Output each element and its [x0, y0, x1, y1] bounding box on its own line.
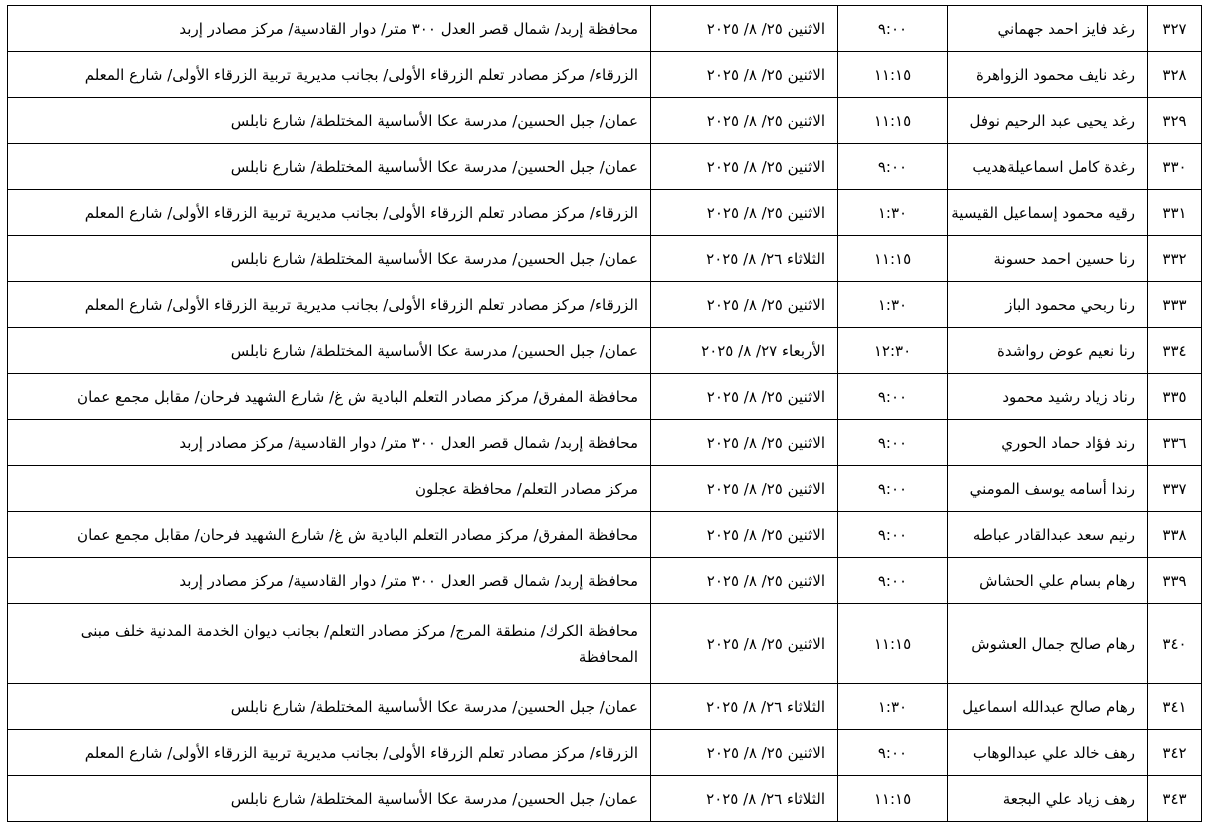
exam-time-cell: ١٢:٣٠ — [838, 328, 948, 374]
exam-date-cell: الاثنين ٢٥/ ٨/ ٢٠٢٥ — [651, 420, 838, 466]
schedule-table-body — [8, 6, 1202, 822]
exam-date-cell: الاثنين ٢٥/ ٨/ ٢٠٢٥ — [651, 144, 838, 190]
exam-time-cell: ١١:١٥ — [838, 776, 948, 822]
exam-time-cell: ٩:٠٠ — [838, 558, 948, 604]
row-number-cell: ٣٤٢ — [1148, 730, 1202, 776]
exam-time-cell: ٩:٠٠ — [838, 374, 948, 420]
exam-location-cell: محافظة إربد/ شمال قصر العدل ٣٠٠ متر/ دوار القادسية/ مركز مصادر إربد — [8, 6, 651, 52]
candidate-name-cell: رغدة كامل اسماعيلةهديب — [948, 144, 1148, 190]
candidate-name-cell: رندا أسامه يوسف المومني — [948, 466, 1148, 512]
candidate-name-cell: رهام صالح عبدالله اسماعيل — [948, 684, 1148, 730]
candidate-name-cell: رنا نعيم عوض رواشدة — [948, 328, 1148, 374]
exam-time-cell: ٩:٠٠ — [838, 6, 948, 52]
exam-time-cell: ٩:٠٠ — [838, 466, 948, 512]
row-number-cell: ٣٣٠ — [1148, 144, 1202, 190]
exam-location-cell: عمان/ جبل الحسين/ مدرسة عكا الأساسية المختلطة/ شارع نابلس — [8, 236, 651, 282]
table-row — [8, 730, 1202, 776]
exam-time-cell: ١:٣٠ — [838, 684, 948, 730]
row-number-cell: ٣٢٨ — [1148, 52, 1202, 98]
candidate-name-cell: رهام صالح جمال العشوش — [948, 604, 1148, 684]
table-row — [8, 466, 1202, 512]
exam-time-cell: ١:٣٠ — [838, 190, 948, 236]
table-row — [8, 282, 1202, 328]
exam-date-cell: الاثنين ٢٥/ ٨/ ٢٠٢٥ — [651, 52, 838, 98]
row-number-cell: ٣٣٨ — [1148, 512, 1202, 558]
exam-time-cell: ١١:١٥ — [838, 604, 948, 684]
table-row — [8, 684, 1202, 730]
exam-location-cell: محافظة الكرك/ منطقة المرج/ مركز مصادر التعلم/ بجانب ديوان الخدمة المدنية خلف مبنى المحافظة — [8, 604, 651, 684]
exam-location-cell: محافظة المفرق/ مركز مصادر التعلم البادية ش غ/ شارع الشهيد فرحان/ مقابل مجمع عمان — [8, 374, 651, 420]
exam-date-cell: الاثنين ٢٥/ ٨/ ٢٠٢٥ — [651, 512, 838, 558]
candidate-name-cell: رهف زياد علي البجعة — [948, 776, 1148, 822]
exam-date-cell: الثلاثاء ٢٦/ ٨/ ٢٠٢٥ — [651, 776, 838, 822]
row-number-cell: ٣٣٧ — [1148, 466, 1202, 512]
exam-location-cell: محافظة المفرق/ مركز مصادر التعلم البادية ش غ/ شارع الشهيد فرحان/ مقابل مجمع عمان — [8, 512, 651, 558]
table-row — [8, 776, 1202, 822]
table-row — [8, 236, 1202, 282]
exam-location-cell: محافظة إربد/ شمال قصر العدل ٣٠٠ متر/ دوار القادسية/ مركز مصادر إربد — [8, 558, 651, 604]
candidate-name-cell: رهف خالد علي عبدالوهاب — [948, 730, 1148, 776]
exam-date-cell: الاثنين ٢٥/ ٨/ ٢٠٢٥ — [651, 98, 838, 144]
candidate-name-cell: رنا حسين احمد حسونة — [948, 236, 1148, 282]
exam-date-cell: الاثنين ٢٥/ ٨/ ٢٠٢٥ — [651, 730, 838, 776]
exam-date-cell: الاثنين ٢٥/ ٨/ ٢٠٢٥ — [651, 374, 838, 420]
row-number-cell: ٣٣٩ — [1148, 558, 1202, 604]
row-number-cell: ٣٤٣ — [1148, 776, 1202, 822]
exam-location-cell: مركز مصادر التعلم/ محافظة عجلون — [8, 466, 651, 512]
row-number-cell: ٣٢٩ — [1148, 98, 1202, 144]
row-number-cell: ٣٤١ — [1148, 684, 1202, 730]
exam-location-cell: محافظة إربد/ شمال قصر العدل ٣٠٠ متر/ دوار القادسية/ مركز مصادر إربد — [8, 420, 651, 466]
candidate-name-cell: رهام بسام علي الحشاش — [948, 558, 1148, 604]
candidate-name-cell: رنيم سعد عبدالقادر عباطه — [948, 512, 1148, 558]
exam-time-cell: ١١:١٥ — [838, 52, 948, 98]
candidate-name-cell: رقيه محمود إسماعيل القيسية — [948, 190, 1148, 236]
exam-time-cell: ٩:٠٠ — [838, 512, 948, 558]
exam-location-cell: الزرقاء/ مركز مصادر تعلم الزرقاء الأولى/ بجانب مديرية تربية الزرقاء الأولى/ شارع المعلم — [8, 190, 651, 236]
exam-date-cell: الثلاثاء ٢٦/ ٨/ ٢٠٢٥ — [651, 684, 838, 730]
exam-location-cell: عمان/ جبل الحسين/ مدرسة عكا الأساسية المختلطة/ شارع نابلس — [8, 98, 651, 144]
exam-time-cell: ٩:٠٠ — [838, 144, 948, 190]
exam-location-cell: عمان/ جبل الحسين/ مدرسة عكا الأساسية المختلطة/ شارع نابلس — [8, 328, 651, 374]
row-number-cell: ٣٣٢ — [1148, 236, 1202, 282]
table-row — [8, 328, 1202, 374]
table-row — [8, 52, 1202, 98]
schedule-table — [7, 5, 1202, 822]
candidate-name-cell: رغد يحيى عبد الرحيم نوفل — [948, 98, 1148, 144]
exam-date-cell: الاثنين ٢٥/ ٨/ ٢٠٢٥ — [651, 190, 838, 236]
exam-date-cell: الاثنين ٢٥/ ٨/ ٢٠٢٥ — [651, 282, 838, 328]
candidate-name-cell: رغد نايف محمود الزواهرة — [948, 52, 1148, 98]
exam-location-cell: عمان/ جبل الحسين/ مدرسة عكا الأساسية المختلطة/ شارع نابلس — [8, 684, 651, 730]
row-number-cell: ٣٣٦ — [1148, 420, 1202, 466]
row-number-cell: ٣٢٧ — [1148, 6, 1202, 52]
table-row — [8, 374, 1202, 420]
exam-location-cell: عمان/ جبل الحسين/ مدرسة عكا الأساسية المختلطة/ شارع نابلس — [8, 776, 651, 822]
exam-time-cell: ١١:١٥ — [838, 236, 948, 282]
table-row — [8, 6, 1202, 52]
row-number-cell: ٣٣٤ — [1148, 328, 1202, 374]
exam-date-cell: الاثنين ٢٥/ ٨/ ٢٠٢٥ — [651, 604, 838, 684]
exam-date-cell: الأربعاء ٢٧/ ٨/ ٢٠٢٥ — [651, 328, 838, 374]
candidate-name-cell: رند فؤاد حماد الحوري — [948, 420, 1148, 466]
exam-location-cell: الزرقاء/ مركز مصادر تعلم الزرقاء الأولى/ بجانب مديرية تربية الزرقاء الأولى/ شارع المعلم — [8, 52, 651, 98]
exam-time-cell: ٩:٠٠ — [838, 730, 948, 776]
row-number-cell: ٣٤٠ — [1148, 604, 1202, 684]
row-number-cell: ٣٣١ — [1148, 190, 1202, 236]
row-number-cell: ٣٣٣ — [1148, 282, 1202, 328]
exam-date-cell: الاثنين ٢٥/ ٨/ ٢٠٢٥ — [651, 6, 838, 52]
table-row — [8, 604, 1202, 684]
table-row — [8, 98, 1202, 144]
table-row — [8, 420, 1202, 466]
exam-date-cell: الاثنين ٢٥/ ٨/ ٢٠٢٥ — [651, 466, 838, 512]
row-number-cell: ٣٣٥ — [1148, 374, 1202, 420]
table-row — [8, 558, 1202, 604]
exam-time-cell: ٩:٠٠ — [838, 420, 948, 466]
candidate-name-cell: رناد زياد رشيد محمود — [948, 374, 1148, 420]
exam-location-cell: الزرقاء/ مركز مصادر تعلم الزرقاء الأولى/ بجانب مديرية تربية الزرقاء الأولى/ شارع المعلم — [8, 730, 651, 776]
exam-date-cell: الثلاثاء ٢٦/ ٨/ ٢٠٢٥ — [651, 236, 838, 282]
candidate-name-cell: رنا ربحي محمود الباز — [948, 282, 1148, 328]
exam-time-cell: ١١:١٥ — [838, 98, 948, 144]
table-row — [8, 190, 1202, 236]
candidate-name-cell: رغد فايز احمد جهماني — [948, 6, 1148, 52]
exam-date-cell: الاثنين ٢٥/ ٨/ ٢٠٢٥ — [651, 558, 838, 604]
table-row — [8, 144, 1202, 190]
exam-time-cell: ١:٣٠ — [838, 282, 948, 328]
exam-location-cell: عمان/ جبل الحسين/ مدرسة عكا الأساسية المختلطة/ شارع نابلس — [8, 144, 651, 190]
exam-location-cell: الزرقاء/ مركز مصادر تعلم الزرقاء الأولى/ بجانب مديرية تربية الزرقاء الأولى/ شارع المعلم — [8, 282, 651, 328]
table-row — [8, 512, 1202, 558]
